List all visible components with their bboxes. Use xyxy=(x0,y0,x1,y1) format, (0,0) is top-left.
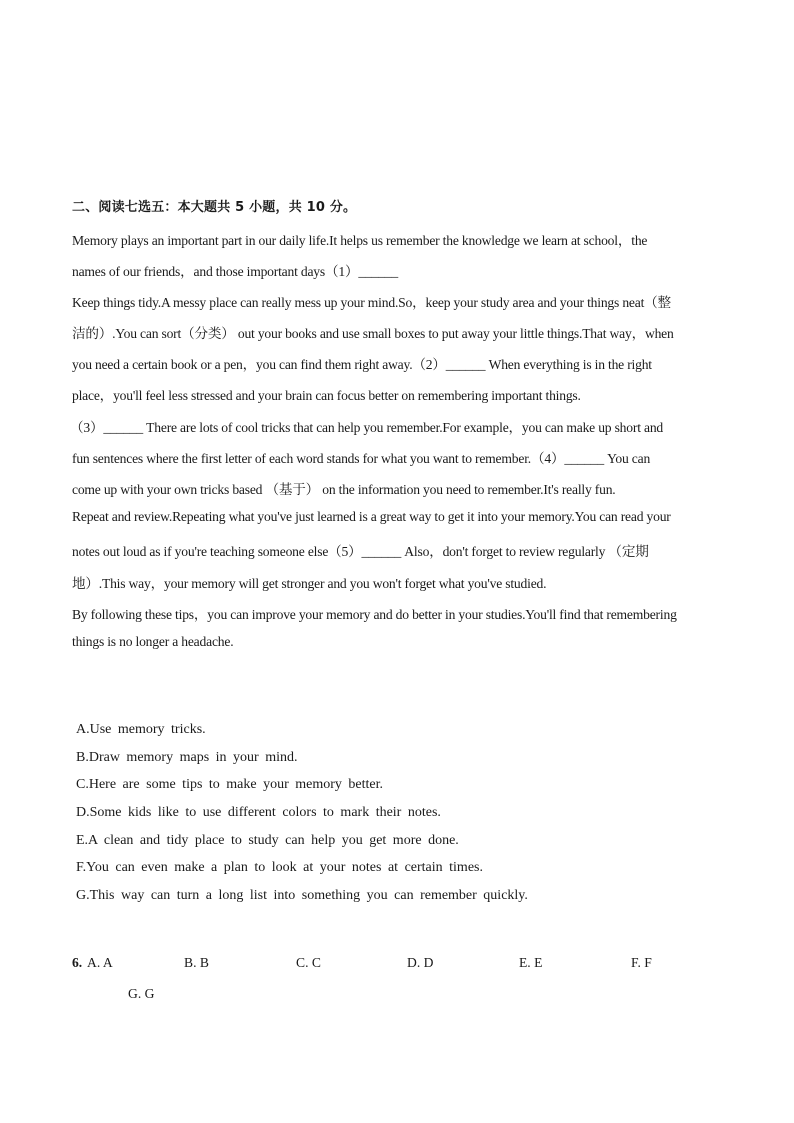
option-g: G.This way can turn a long list into something you can remember quickly. xyxy=(76,888,528,903)
passage-line: fun sentences where the first letter of each word stands for what you want to remember.（4）______ You can xyxy=(72,451,651,466)
option-b: B.Draw memory maps in your mind. xyxy=(76,750,298,765)
option-f: F.You can even make a plan to look at your notes at certain times. xyxy=(76,860,483,875)
answer-choice-b[interactable]: B. B xyxy=(184,955,209,970)
option-e: E.A clean and tidy place to study can help you get more done. xyxy=(76,833,459,848)
option-d: D.Some kids like to use different colors to mark their notes. xyxy=(76,805,441,820)
passage-line: 洁的）.You can sort（分类） out your books and use small boxes to put away your little things.That way，when xyxy=(72,326,674,341)
answer-choice-c[interactable]: C. C xyxy=(296,955,321,970)
option-a: A.Use memory tricks. xyxy=(76,722,206,737)
answer-choice-d[interactable]: D. D xyxy=(407,955,434,970)
passage-line: 地）.This way，your memory will get stronger and you won't forget what you've studied. xyxy=(72,576,547,591)
answer-choice-a[interactable]: A. A xyxy=(87,955,113,970)
passage-line: Memory plays an important part in our daily life.It helps us remember the knowledge we learn at school，the xyxy=(72,233,648,248)
answer-choice-e[interactable]: E. E xyxy=(519,955,543,970)
passage-line: things is no longer a headache. xyxy=(72,634,234,649)
passage-line: By following these tips，you can improve your memory and do better in your studies.You'll find that remembering xyxy=(72,607,677,622)
passage-line: notes out loud as if you're teaching someone else（5）______ Also，don't forget to review regularly （定期 xyxy=(72,544,649,559)
passage-line: Keep things tidy.A messy place can really mess up your mind.So，keep your study area and your things neat（整 xyxy=(72,295,671,310)
passage-line: come up with your own tricks based （基于） on the information you need to remember.It's really fun. xyxy=(72,482,616,497)
option-c: C.Here are some tips to make your memory better. xyxy=(76,777,384,792)
answer-choice-f[interactable]: F. F xyxy=(631,955,652,970)
passage-line: （3）______ There are lots of cool tricks that can help you remember.For example，you can make up short and xyxy=(70,420,664,435)
section-title: 二、阅读七选五：本大题共 5 小题，共 10 分。 xyxy=(72,200,357,215)
passage-line: Repeat and review.Repeating what you've just learned is a great way to get it into your memory.You can read your xyxy=(72,509,671,524)
passage-line: names of our friends，and those important days（1）______ xyxy=(72,264,398,279)
passage-line: you need a certain book or a pen，you can find them right away.（2）______ When everything is in the right xyxy=(72,357,652,372)
answer-choice-g[interactable]: G. G xyxy=(128,986,155,1001)
question-number: 6. xyxy=(72,955,83,970)
passage-line: place，you'll feel less stressed and your brain can focus better on remembering important things. xyxy=(72,388,581,403)
